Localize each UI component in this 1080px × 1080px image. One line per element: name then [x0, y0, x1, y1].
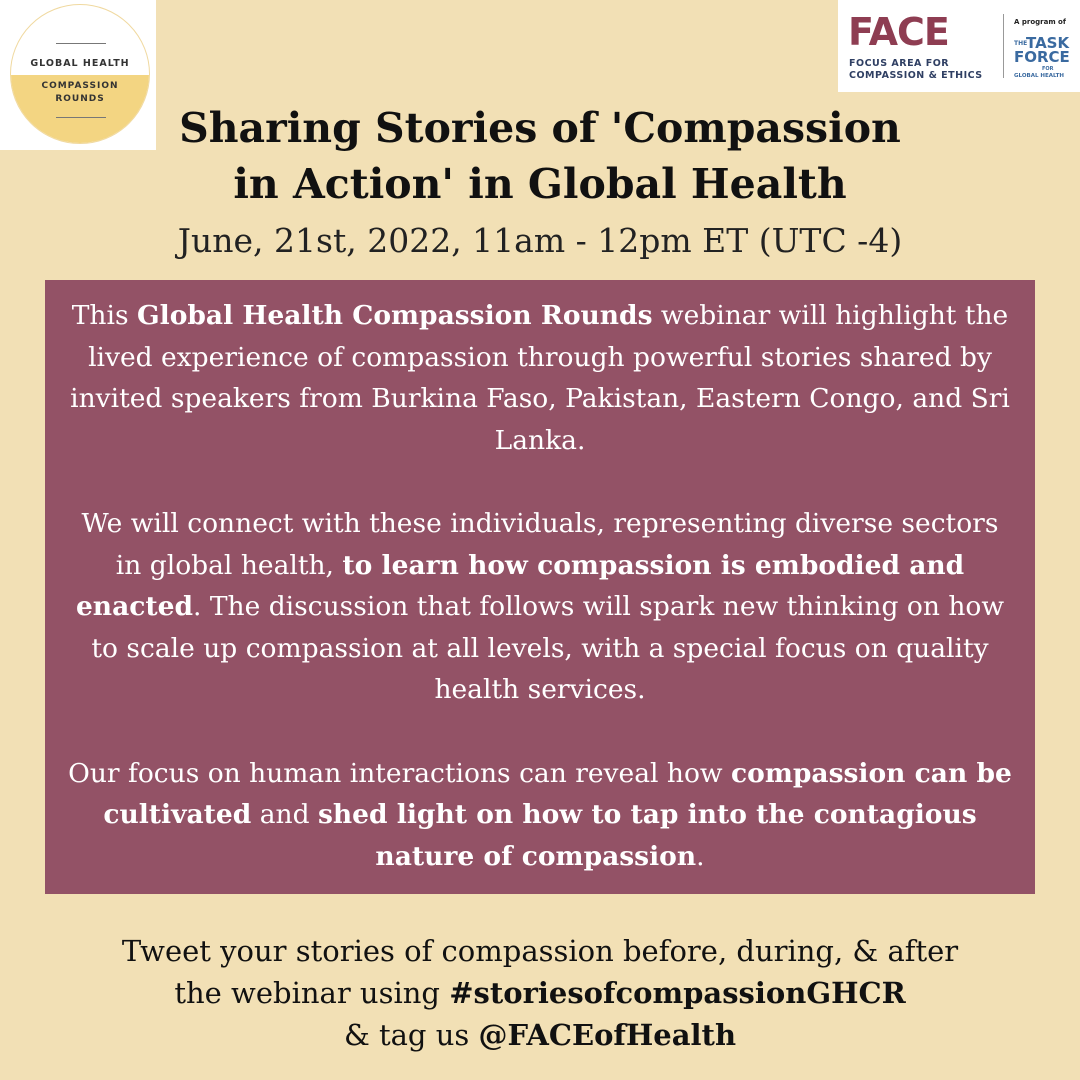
logo-circle — [10, 4, 150, 144]
event-date: June, 21st, 2022, 11am - 12pm ET (UTC -4) — [177, 221, 903, 260]
page-title — [140, 100, 940, 212]
logo-divider — [1003, 14, 1004, 78]
task-force-task: TASK — [1026, 34, 1070, 52]
logo-line-3: ROUNDS — [55, 94, 105, 104]
paragraph-3: Our focus on human interactions can reveal how compassion can be cultivated and shed light on how to tap into the contagious nature of compassion. — [68, 757, 1012, 872]
description-panel — [45, 280, 1035, 894]
logo-line-1: GLOBAL HEALTH — [30, 58, 130, 69]
program-of-label: A program of — [1014, 18, 1066, 26]
task-force-for: FOR — [1042, 66, 1054, 72]
footer-call-to-action — [60, 930, 1020, 1056]
logo-divider-top — [56, 43, 106, 44]
face-wordmark: FACE — [848, 10, 949, 54]
paragraph-1: This Global Health Compassion Rounds webinar will highlight the lived experience of compassion through powerful stories shared by invited speakers from Burkina Faso, Pakistan, Eastern Congo, and Sri Lanka. — [70, 300, 1010, 456]
paragraph-2: We will connect with these individuals, representing diverse sectors in global health, to learn how compassion is embodied and enacted. The discussion that follows will spark new thinking on how to scale up compassion at all levels, with a special focus on quality health services. — [75, 508, 1005, 705]
face-logo — [838, 0, 1080, 92]
footer-line-3: & tag us @FACEofHealth — [343, 1018, 737, 1052]
task-force-force: FORCE — [1014, 48, 1070, 66]
twitter-handle: @FACEofHealth — [478, 1018, 737, 1052]
footer-line-2: the webinar using #storiesofcompassionGHCR — [174, 976, 906, 1010]
logo-line-2: COMPASSION — [41, 81, 119, 91]
hashtag: #storiesofcompassionGHCR — [449, 976, 906, 1010]
task-force-the: THE — [1014, 40, 1028, 47]
footer-line-1: Tweet your stories of compassion before, during, & after — [121, 934, 959, 968]
task-force-global-health: GLOBAL HEALTH — [1014, 73, 1064, 79]
face-subtitle: FOCUS AREA FOR COMPASSION & ETHICS — [849, 58, 983, 81]
global-health-compassion-rounds-logo — [0, 0, 156, 150]
logo-divider-bottom — [56, 117, 106, 118]
title-line-1: Sharing Stories of 'Compassion — [179, 104, 901, 152]
title-line-2: in Action' in Global Health — [233, 160, 847, 208]
